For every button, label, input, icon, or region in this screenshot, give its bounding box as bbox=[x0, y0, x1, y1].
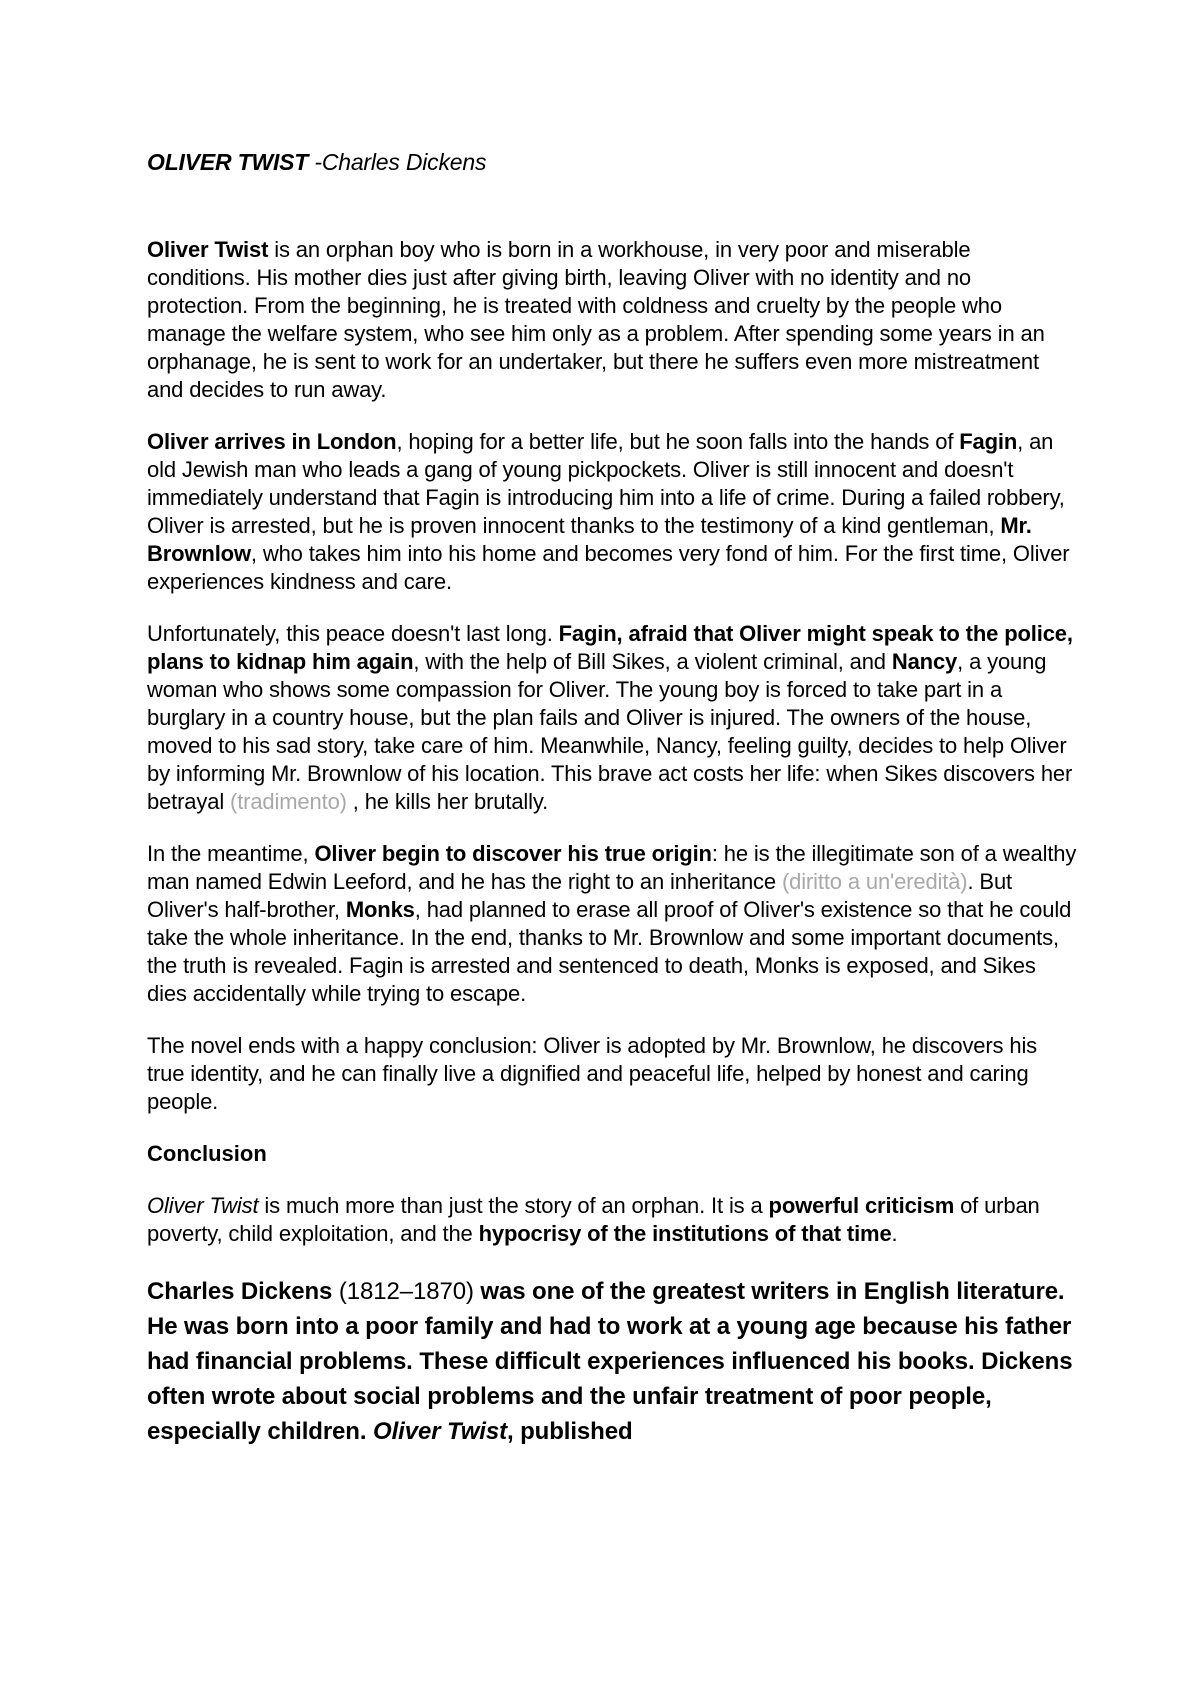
bold-text: , published bbox=[506, 1418, 633, 1445]
title-book: OLIVER TWIST bbox=[147, 149, 309, 175]
paragraph-author-bio bbox=[147, 1274, 1077, 1449]
bold-text: Oliver begin to discover his true origin bbox=[314, 841, 712, 866]
text: In the meantime, bbox=[147, 841, 315, 866]
text: of urban poverty, child exploitation, and the bbox=[147, 1193, 1040, 1246]
text: The novel ends with a happy conclusion: Oliver is adopted by Mr. Brownlow, he discovers his true identity, and he can finally live a dignified and peaceful life, helped by honest and caring people. bbox=[147, 1033, 1038, 1114]
bold-text: was one of the greatest writers in English literature. He was born into a poor family and had to work at a young age because his father had financial problems. These difficult experiences influenced his books. Dickens often wrote about social problems and the unfair treatment of poor people, especially children. bbox=[147, 1278, 1073, 1445]
text: . But Oliver's half-brother, bbox=[147, 869, 1012, 922]
document-body bbox=[147, 148, 1077, 1449]
bold-text: Oliver arrives in London bbox=[147, 429, 397, 454]
text: is an orphan boy who is born in a workhouse, in very poor and miserable conditions. His mother dies just after giving birth, leaving Oliver with no identity and no protection. From the beginning, he is treated with coldness and cruelty by the people who manage the welfare system, who see him only as a problem. After spending some years in an orphanage, he is sent to work for an undertaker, but there he suffers even more mistreatment and decides to run away. bbox=[147, 237, 1045, 402]
italic-text: Oliver Twist bbox=[147, 1193, 259, 1218]
paragraph-conclusion bbox=[147, 1192, 1077, 1248]
bold-text: Monks bbox=[345, 897, 415, 922]
text: . bbox=[891, 1221, 898, 1246]
bold-text: Fagin bbox=[959, 429, 1018, 454]
text: is much more than just the story of an orphan. It is a bbox=[258, 1193, 769, 1218]
translation-note: (tradimento) bbox=[230, 789, 347, 814]
bold-text: Fagin, afraid that Oliver might speak to the police, plans to kidnap him again bbox=[147, 621, 1073, 674]
paragraph-plot-intro bbox=[147, 236, 1077, 404]
paragraph-origin bbox=[147, 840, 1077, 1008]
bold-text: powerful criticism bbox=[768, 1193, 955, 1218]
title-author: Charles Dickens bbox=[321, 149, 487, 175]
paragraph-kidnap bbox=[147, 620, 1077, 816]
bold-text: Mr. Brownlow bbox=[147, 513, 1032, 566]
text: , an old Jewish man who leads a gang of young pickpockets. Oliver is still innocent and doesn't immediately understand that Fagin is introducing him into a life of crime. During a failed robbery, Oliver is arrested, but he is proven innocent thanks to the testimony of a kind gentleman, bbox=[147, 429, 1065, 538]
paragraph-ending bbox=[147, 1032, 1077, 1116]
text: , had planned to erase all proof of Oliver's existence so that he could take the whole inheritance. In the end, thanks to Mr. Brownlow and some important documents, the truth is revealed. Fagin is arrested and sentenced to death, Monks is exposed, and Sikes dies accidentally while trying to escape. bbox=[147, 897, 1072, 1006]
text: , hoping for a better life, but he soon falls into the hands of bbox=[396, 429, 960, 454]
bold-text: Oliver Twist bbox=[147, 237, 269, 262]
conclusion-heading: Conclusion bbox=[147, 1141, 267, 1166]
paragraph-london bbox=[147, 428, 1077, 596]
text: Unfortunately, this peace doesn't last long. bbox=[147, 621, 559, 646]
document-title bbox=[147, 148, 1077, 176]
title-separator: - bbox=[308, 149, 322, 175]
bold-text: Nancy bbox=[891, 649, 958, 674]
bold-text: hypocrisy of the institutions of that time bbox=[478, 1221, 892, 1246]
text: , who takes him into his home and becomes very fond of him. For the first time, Oliver experiences kindness and care. bbox=[147, 541, 1070, 594]
text: (1812–1870) bbox=[332, 1278, 474, 1305]
text: , he kills her brutally. bbox=[346, 789, 549, 814]
text: : he is the illegitimate son of a wealthy man named Edwin Leeford, and he has the right to an inheritance bbox=[147, 841, 1077, 894]
text: , with the help of Bill Sikes, a violent criminal, and bbox=[413, 649, 892, 674]
translation-note: (diritto a un'eredità) bbox=[781, 869, 968, 894]
italic-text: Oliver Twist bbox=[373, 1418, 507, 1445]
text: , a young woman who shows some compassion for Oliver. The young boy is forced to take part in a burglary in a country house, but the plan fails and Oliver is injured. The owners of the house, moved to his sad story, take care of him. Meanwhile, Nancy, feeling guilty, decides to help Oliver by informing Mr. Brownlow of his location. This brave act costs her life: when Sikes discovers her betrayal bbox=[147, 649, 1073, 814]
bold-text: Charles Dickens bbox=[147, 1278, 333, 1305]
